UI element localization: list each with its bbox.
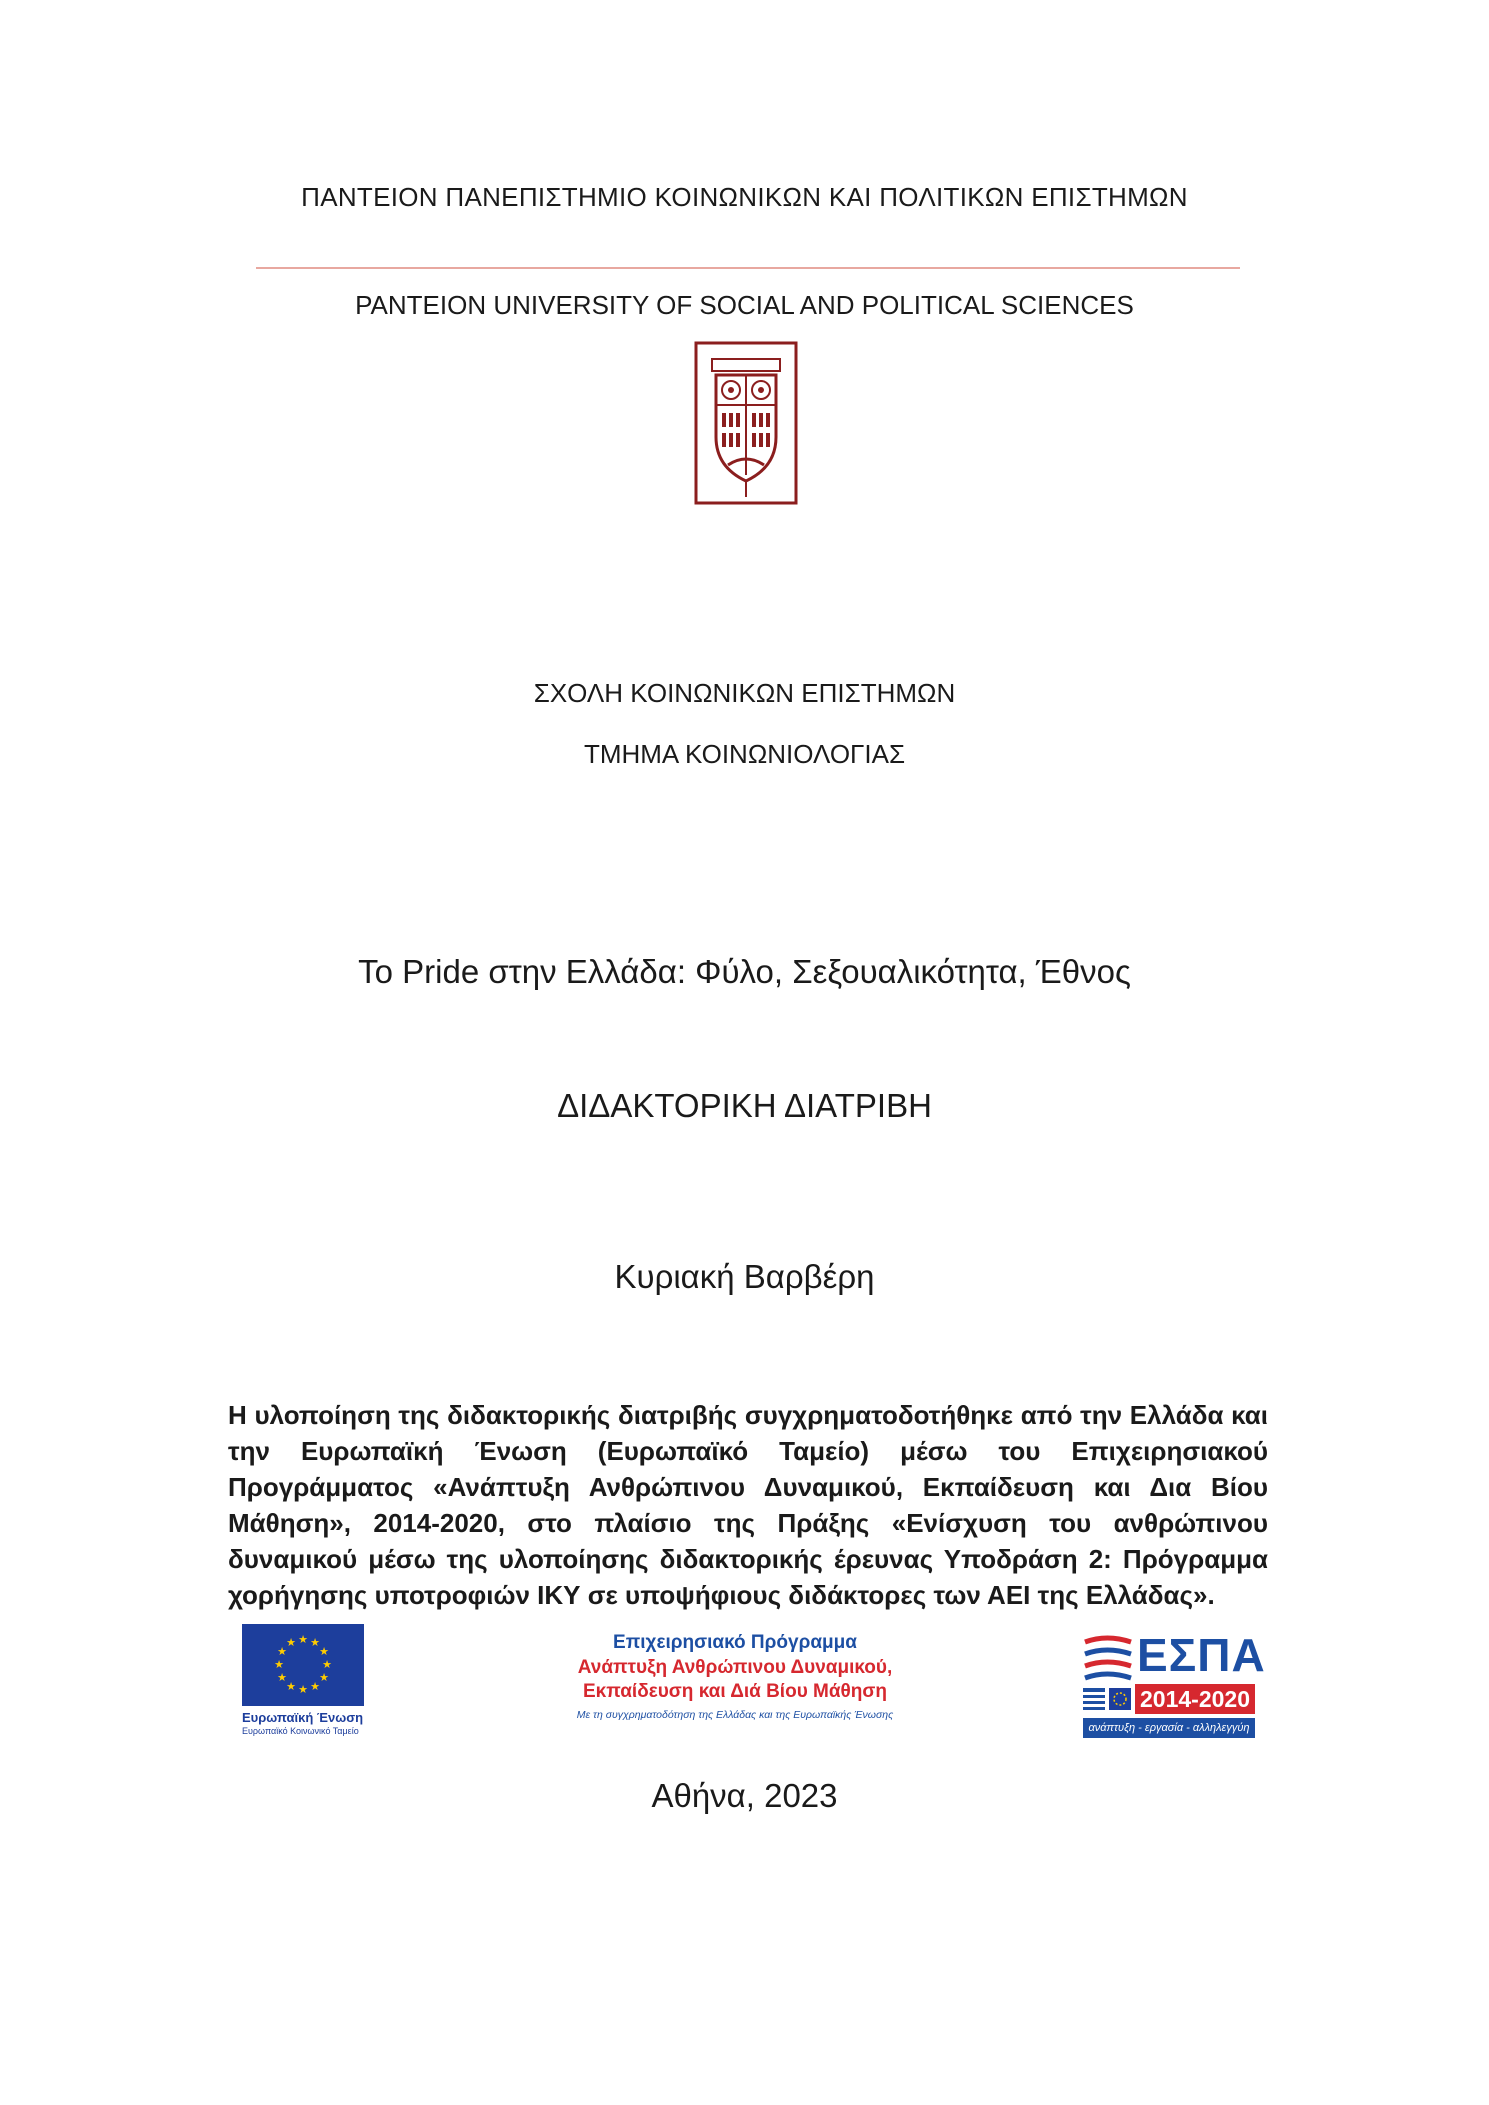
svg-text:★: ★ bbox=[322, 1658, 332, 1671]
eu-label: Ευρωπαϊκή Ένωση bbox=[242, 1710, 364, 1725]
op-line-2: Ανάπτυξη Ανθρώπινου Δυναμικού, bbox=[577, 1657, 893, 1678]
eu-flag-icon bbox=[242, 1624, 364, 1706]
svg-text:★: ★ bbox=[277, 1671, 287, 1684]
svg-text:★: ★ bbox=[298, 1633, 308, 1646]
espa-logo-icon bbox=[1083, 1628, 1266, 1740]
espa-years: 2014-2020 bbox=[1135, 1684, 1255, 1714]
espa-word: ΕΣΠΑ bbox=[1137, 1629, 1266, 1681]
university-crest-icon bbox=[694, 341, 798, 505]
thesis-title: Το Pride στην Ελλάδα: Φύλο, Σεξουαλικότητα, Έθνος bbox=[358, 953, 1131, 990]
header-divider bbox=[256, 267, 1240, 269]
author-name: Κυριακή Βαρβέρη bbox=[614, 1258, 875, 1295]
eu-sublabel: Ευρωπαϊκό Κοινωνικό Ταμείο bbox=[242, 1726, 359, 1736]
svg-text:★: ★ bbox=[319, 1671, 329, 1684]
op-line-3: Εκπαίδευση και Διά Βίου Μάθηση bbox=[582, 1681, 888, 1702]
espa-tagline: ανάπτυξη - εργασία - αλληλεγγύη bbox=[1083, 1718, 1255, 1738]
eu-logo bbox=[242, 1624, 366, 1740]
svg-text:★: ★ bbox=[277, 1645, 287, 1658]
school-name: ΣΧΟΛΗ ΚΟΙΝΩΝΙΚΩΝ ΕΠΙΣΤΗΜΩΝ bbox=[533, 678, 956, 708]
place-and-year: Αθήνα, 2023 bbox=[651, 1777, 838, 1814]
op-line-1: Επιχειρησιακό Πρόγραμμα bbox=[613, 1632, 857, 1653]
svg-text:★: ★ bbox=[310, 1636, 320, 1649]
funding-statement: Η υλοποίηση της διδακτορικής διατριβής συγχρηματοδοτήθηκε από την Ελλάδα και την Ευρωπαϊκή Ένωση (Ευρωπαϊκό Ταμείο) μέσω του Επιχειρησιακού Προγράμματος «Ανάπτυξη Ανθρώπινου Δυναμικού, Εκπαίδευση και Δια Βίου Μάθηση», 2014-2020, στο πλαίσιο της Πράξης «Ενίσχυση του ανθρώπινου δυναμικού μέσω της υλοποίησης διδακτορικής έρευνας Υποδράση 2: Πρόγραμμα χορήγησης υποτροφιών ΙΚΥ σε υποψήφιους διδάκτορες των ΑΕΙ της Ελλάδας». bbox=[228, 1400, 1268, 1610]
university-name-english: PANTEION UNIVERSITY OF SOCIAL AND POLITICAL SCIENCES bbox=[355, 290, 1134, 320]
svg-text:★: ★ bbox=[319, 1645, 329, 1658]
svg-text:★: ★ bbox=[286, 1636, 296, 1649]
svg-text:★: ★ bbox=[298, 1683, 308, 1696]
department-name: ΤΜΗΜΑ ΚΟΙΝΩΝΙΟΛΟΓΙΑΣ bbox=[583, 739, 906, 769]
svg-text:★: ★ bbox=[310, 1680, 320, 1693]
svg-text:★: ★ bbox=[286, 1680, 296, 1693]
document-type: ΔΙΔΑΚΤΟΡΙΚΗ ΔΙΑΤΡΙΒΗ bbox=[557, 1087, 932, 1124]
sponsor-logos bbox=[0, 1624, 1489, 1744]
svg-text:★: ★ bbox=[274, 1658, 284, 1671]
university-name-greek: ΠΑΝΤΕΙΟΝ ΠΑΝΕΠΙΣΤΗΜΙΟ ΚΟΙΝΩΝΙΚΩΝ ΚΑΙ ΠΟΛΙΤΙΚΩΝ ΕΠΙΣΤΗΜΩΝ bbox=[301, 182, 1188, 212]
op-line-4: Με τη συγχρηματοδότηση της Ελλάδας και της Ευρωπαϊκής Ένωσης bbox=[576, 1709, 894, 1721]
greek-eu-flags-icon bbox=[1083, 1686, 1131, 1712]
operational-programme-logo bbox=[520, 1630, 950, 1742]
